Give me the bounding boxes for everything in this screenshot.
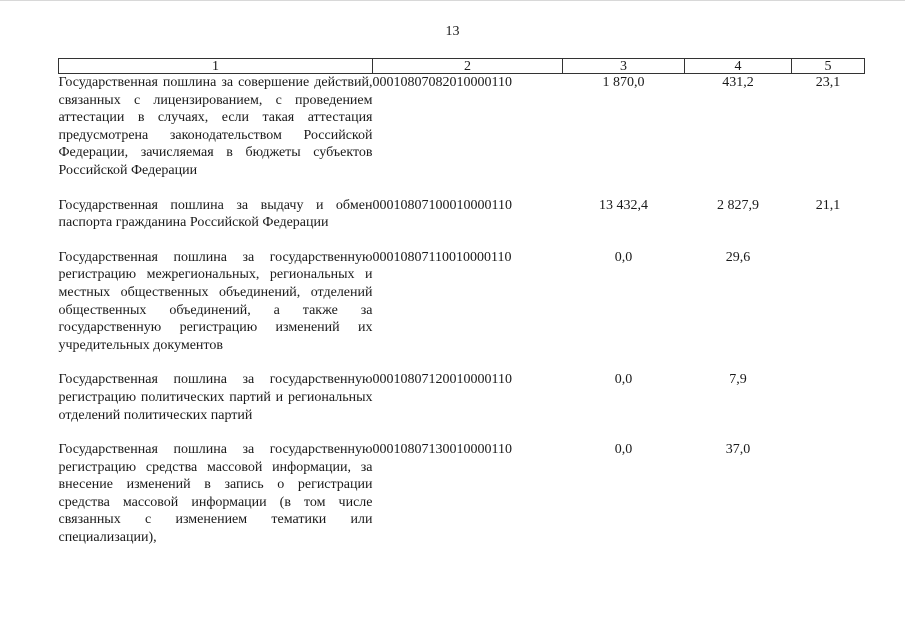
row-value-col4: 29,6: [725, 249, 751, 265]
header-col-4: 4: [685, 59, 792, 74]
table-row: [59, 74, 865, 180]
row-value-col5: 21,1: [815, 197, 841, 213]
header-row: [59, 59, 865, 74]
budget-table: [58, 58, 865, 547]
scan-edge: [0, 0, 905, 1]
row-code: 00010807120010000110: [372, 372, 512, 388]
row-value-col3: 13 432,4: [599, 197, 648, 213]
table-row: [59, 249, 865, 355]
row-value-col3: 0,0: [614, 442, 633, 458]
row-value-col4: 37,0: [725, 442, 751, 458]
header-col-2: 2: [373, 59, 563, 74]
row-code: 00010807110010000110: [372, 249, 512, 265]
row-value-col3: 1 870,0: [602, 75, 645, 90]
row-code: 00010807082010000110: [372, 75, 512, 90]
row-value-col4: 2 827,9: [717, 197, 759, 213]
table-row: [59, 441, 865, 547]
header-col-1: 1: [59, 59, 373, 74]
header-col-5: 5: [792, 59, 865, 74]
row-value-col5: [792, 371, 865, 424]
row-value-col3: 0,0: [614, 249, 633, 265]
row-value-col5: 23,1: [815, 75, 841, 90]
table-row: [59, 197, 865, 232]
row-value-col3: 0,0: [614, 372, 633, 388]
row-description: Государственная пошлина за совершение действий, связанных с лицензированием, с проведением аттестации в случаях, если такая аттестация предусмотрена законодательством Российской Федерации, зачисляемая в бюджеты субъектов Российской Федерации: [58, 75, 373, 178]
row-value-col5: [792, 249, 865, 355]
header-col-3: 3: [563, 59, 685, 74]
row-description: Государственная пошлина за государственную регистрацию средства массовой информации, за внесение изменений в запись о регистрации средства массовой информации (в том числе связанных с изменением тематики или специализации),: [58, 442, 373, 546]
row-description: Государственная пошлина за государственную регистрацию политических партий и региональных отделений политических партий: [58, 372, 373, 423]
row-description: Государственная пошлина за государственную регистрацию межрегиональных, региональных и местных общественных объединений, отделений общественных объединений, а также за государственную регистрацию изменений их учредительных документов: [58, 249, 373, 353]
row-code: 00010807100010000110: [372, 197, 512, 213]
page-number: 13: [445, 24, 460, 39]
table-row: [59, 371, 865, 424]
row-code: 00010807130010000110: [372, 442, 512, 458]
row-value-col4: 431,2: [722, 75, 754, 90]
row-value-col5: [792, 441, 865, 547]
row-description: Государственная пошлина за выдачу и обмен паспорта гражданина Российской Федерации: [58, 197, 373, 231]
row-value-col4: 7,9: [729, 372, 747, 388]
